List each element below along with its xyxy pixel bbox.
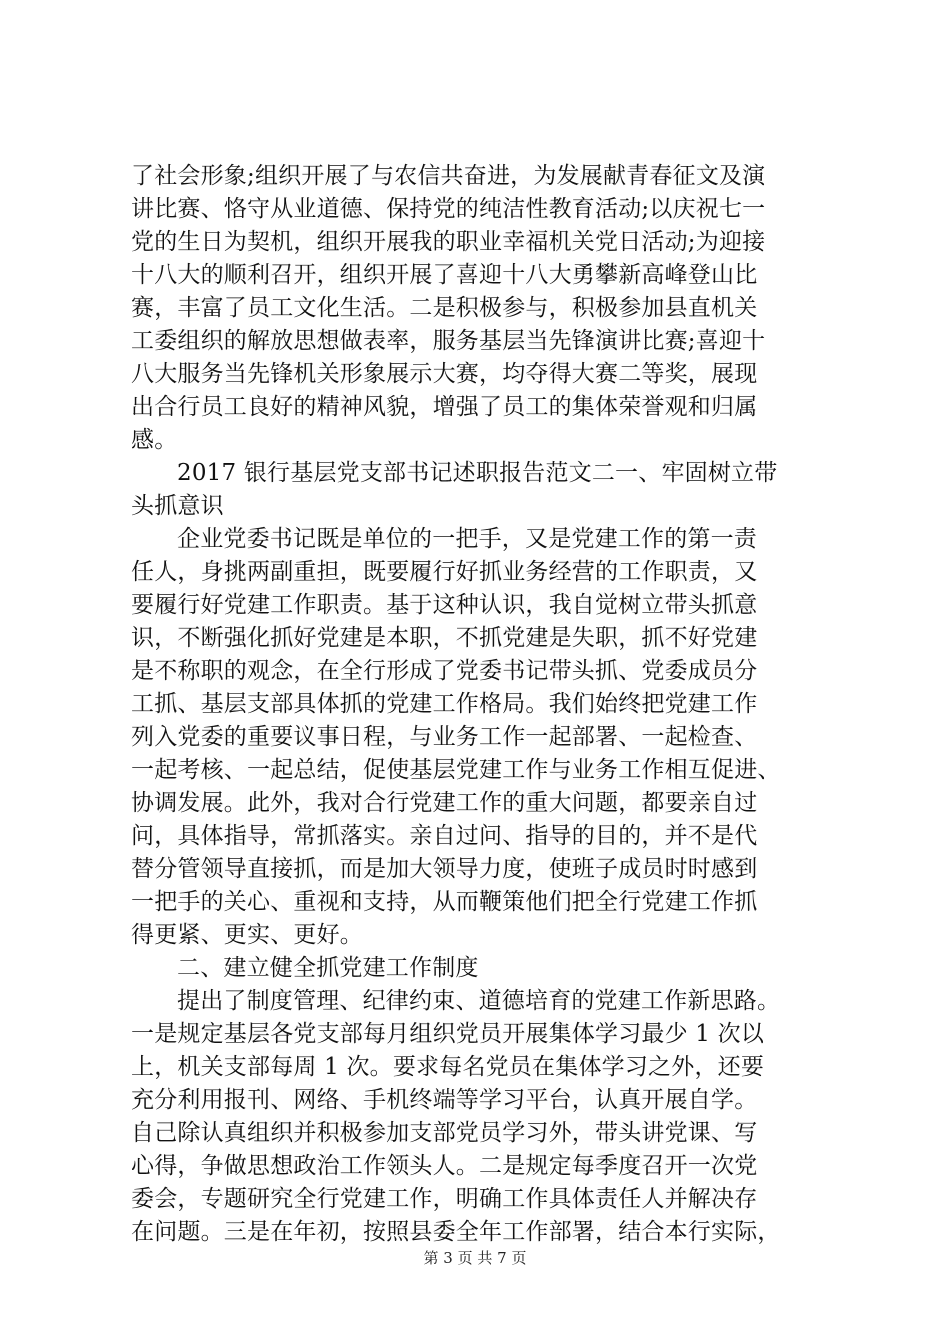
text-line: 在问题。三是在年初，按照县委全年工作部署，结合本行实际，	[131, 1219, 781, 1245]
text-line: 讲比赛、恪守从业道德、保持党的纯洁性教育活动;以庆祝七一	[131, 196, 766, 222]
text-line: 出合行员工良好的精神风貌，增强了员工的集体荣誉观和归属	[131, 394, 758, 420]
text-line: 识，不断强化抓好党建是本职，不抓党建是失职，抓不好党建	[131, 625, 758, 651]
text-line: 列入党委的重要议事日程，与业务工作一起部署、一起检查、	[131, 724, 758, 750]
text-line: 十八大的顺利召开，组织开展了喜迎十八大勇攀新高峰登山比	[131, 262, 758, 288]
text-line: 协调发展。此外，我对合行党建工作的重大问题，都要亲自过	[131, 790, 758, 816]
text-line: 充分利用报刊、网络、手机终端等学习平台，认真开展自学。	[131, 1087, 758, 1113]
text-line: 八大服务当先锋机关形象展示大赛，均夺得大赛二等奖，展现	[131, 361, 758, 387]
text-line: 自己除认真组织并积极参加支部党员学习外，带头讲党课、写	[131, 1120, 758, 1146]
text-line: 头抓意识	[131, 493, 224, 519]
text-line: 党的生日为契机，组织开展我的职业幸福机关党日活动;为迎接	[131, 229, 766, 255]
text-line: 提出了制度管理、纪律约束、道德培育的党建工作新思路。	[177, 988, 781, 1014]
text-line: 赛，丰富了员工文化生活。二是积极参与，积极参加县直机关	[131, 295, 758, 321]
text-line: 心得，争做思想政治工作领头人。二是规定每季度召开一次党	[131, 1153, 758, 1179]
text-line: 工抓、基层支部具体抓的党建工作格局。我们始终把党建工作	[131, 691, 758, 717]
text-line: 2017 银行基层党支部书记述职报告范文二一、牢固树立带	[177, 460, 778, 486]
text-line: 任人，身挑两副重担，既要履行好抓业务经营的工作职责，又	[131, 559, 758, 585]
body-text	[131, 160, 831, 1249]
text-line: 委会，专题研究全行党建工作，明确工作具体责任人并解决存	[131, 1186, 758, 1212]
text-line: 感。	[131, 427, 178, 453]
text-line: 了社会形象;组织开展了与农信共奋进，为发展献青春征文及演	[131, 163, 766, 189]
text-line: 二、建立健全抓党建工作制度	[177, 955, 479, 981]
text-line: 是不称职的观念，在全行形成了党委书记带头抓、党委成员分	[131, 658, 758, 684]
text-line: 一把手的关心、重视和支持，从而鞭策他们把全行党建工作抓	[131, 889, 758, 915]
text-line: 问，具体指导，常抓落实。亲自过问、指导的目的，并不是代	[131, 823, 758, 849]
text-line: 一是规定基层各党支部每月组织党员开展集体学习最少 1 次以	[131, 1021, 765, 1047]
text-line: 企业党委书记既是单位的一把手，又是党建工作的第一责	[177, 526, 757, 552]
text-line: 替分管领导直接抓，而是加大领导力度，使班子成员时时感到	[131, 856, 758, 882]
text-line: 要履行好党建工作职责。基于这种认识，我自觉树立带头抓意	[131, 592, 758, 618]
page-footer: 第 3 页 共 7 页	[423, 1249, 527, 1267]
text-line: 工委组织的解放思想做表率，服务基层当先锋演讲比赛;喜迎十	[131, 328, 766, 354]
text-line: 上，机关支部每周 1 次。要求每名党员在集体学习之外，还要	[131, 1054, 765, 1080]
text-line: 得更紧、更实、更好。	[131, 922, 363, 948]
text-line: 一起考核、一起总结，促使基层党建工作与业务工作相互促进、	[131, 757, 781, 783]
